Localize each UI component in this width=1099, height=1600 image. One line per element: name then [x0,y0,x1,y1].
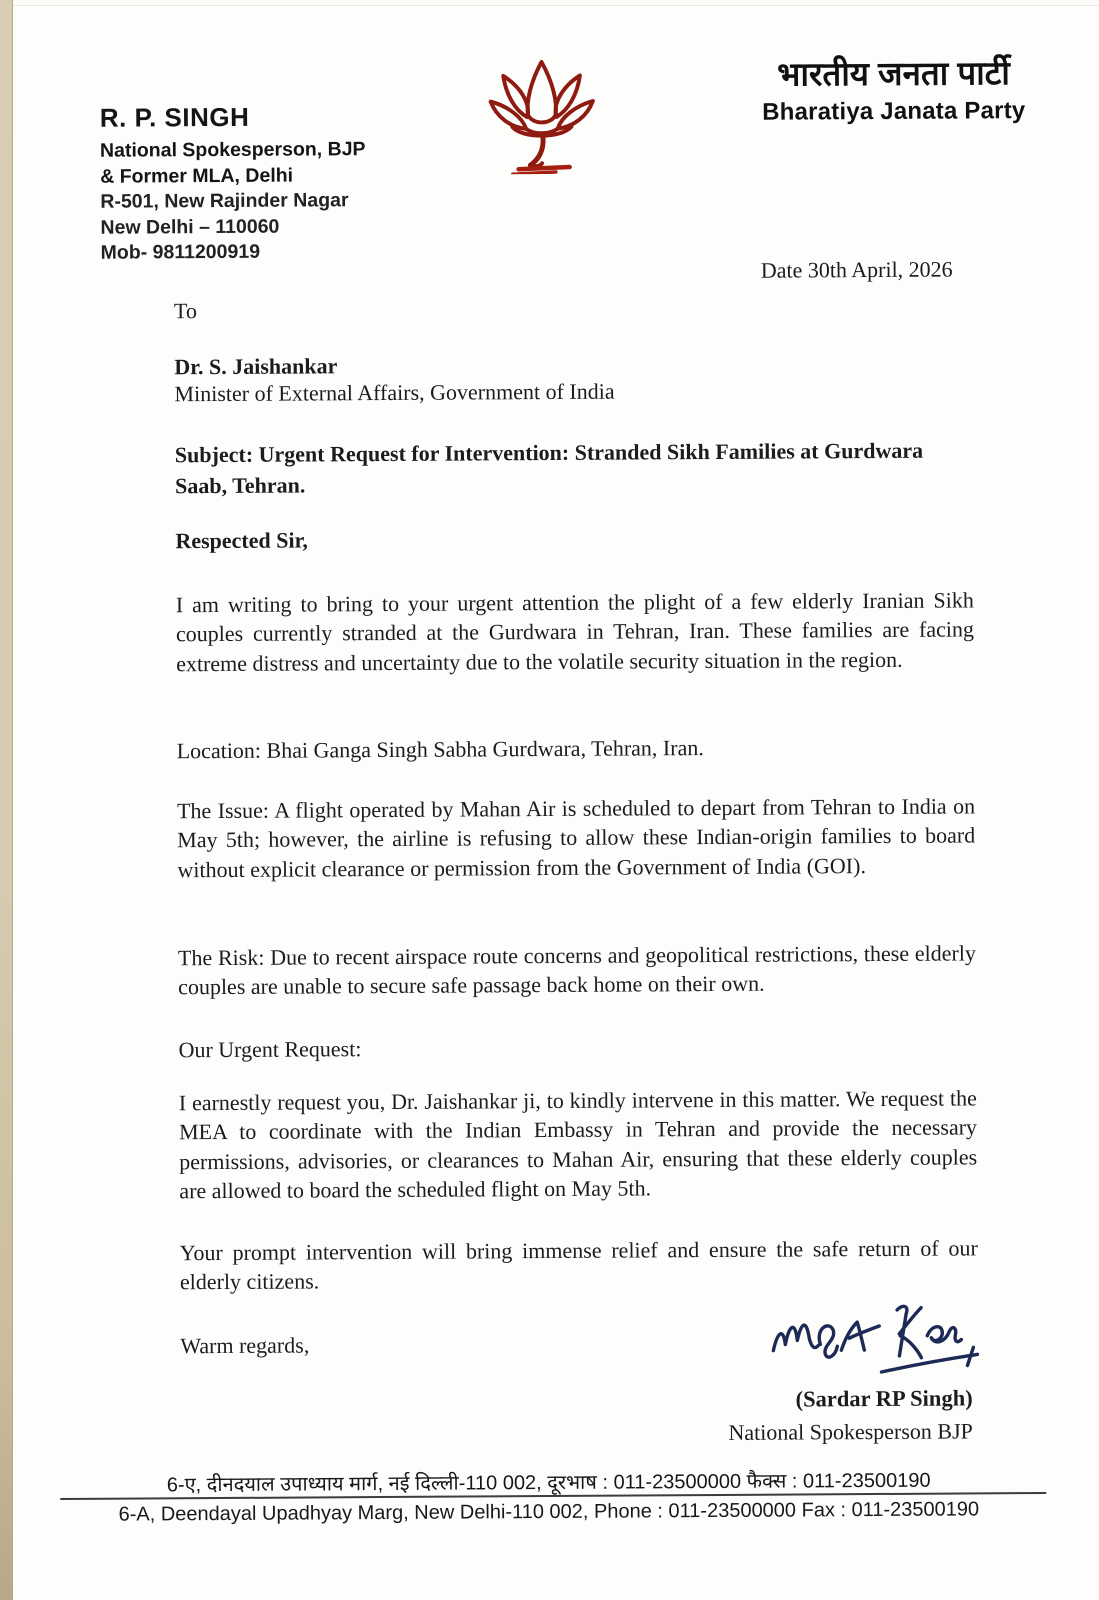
body-risk-paragraph: The Risk: Due to recent airspace route concerns and geopolitical restrictions, these elderly couples are unable to secure safe passage back home on their own. [177,940,977,1000]
signatory-title: National Spokesperson BJP [728,1418,973,1445]
subject-line-2: Saab, Tehran. [174,471,306,498]
recipient-name: Dr. S. Jaishankar [174,353,338,380]
signatory-block [728,1381,973,1448]
recipient-block [174,351,614,408]
sender-name: R. P. SINGH [99,101,250,133]
sender-letterhead [100,101,366,266]
party-name-hindi: भारतीय जनता पार्टी [777,54,1011,93]
bjp-lotus-icon [482,56,601,180]
body-paragraph-intro: I am writing to bring to your urgent attention the plight of a few elderly Iranian Sikh couples currently stranded at the Gurdwara in Tehran, Iran. These families are facing extreme distress and uncertainty due to the volatile security situation in the region. [175,587,975,677]
signatory-name: (Sardar RP Singh) [795,1385,973,1412]
sender-address-1: R-501, New Rajinder Nagar [100,189,349,213]
subject-line-1: Subject: Urgent Request for Intervention: Stranded Sikh Families at Gurdwara [174,437,924,468]
sender-title-2: & Former MLA, Delhi [100,164,294,188]
body-request-paragraph: I earnestly request you, Dr. Jaishankar ji, to kindly intervene in this matter. We request the MEA to coordinate with the Indian Embassy in Tehran and provide the necessary permissions, advisories, or clearances to Mahan Air, ensuring that these elderly couples are allowed to board the scheduled flight on May 5th. [178,1085,978,1204]
body-location-line: Location: Bhai Ganga Singh Sabha Gurdwara, Tehran, Iran. [176,735,704,764]
party-name-block [743,53,1043,127]
footer-address-hindi: 6-ए, दीनदयाल उपाध्याय मार्ग, नई दिल्ली-110 002, दूरभाष : 011-23500000 फैक्स : 011-23500190 [166,1469,931,1497]
subject-line [175,436,924,502]
closing-regards: Warm regards, [180,1332,310,1359]
sender-title-1: National Spokesperson, BJP [99,138,366,162]
to-label: To [173,298,197,324]
greeting: Respected Sir, [175,527,308,554]
recipient-title: Minister of External Affairs, Government of India [174,378,615,407]
signature-ink [765,1297,994,1385]
party-name-english: Bharatiya Janata Party [762,97,1026,126]
body-issue-paragraph: The Issue: A flight operated by Mahan Air is scheduled to depart from Tehran to India on May 5th; however, the airline is refusing to allow these Indian-origin families to board without explicit clearance or permission from the Government of India (GOI). [176,793,976,883]
footer-address-english: 6-A, Deendayal Upadhyay Marg, New Delhi-110 002, Phone : 011-23500000 Fax : 011-23500190 [118,1498,980,1526]
sender-address-2: New Delhi – 110060 [100,215,280,239]
body-closing-paragraph: Your prompt intervention will bring immense relief and ensure the safe return of our elderly citizens. [179,1235,978,1295]
letter-date: Date 30th April, 2026 [760,256,953,283]
sender-mobile: Mob- 9811200919 [100,240,261,264]
body-request-heading: Our Urgent Request: [178,1036,362,1063]
